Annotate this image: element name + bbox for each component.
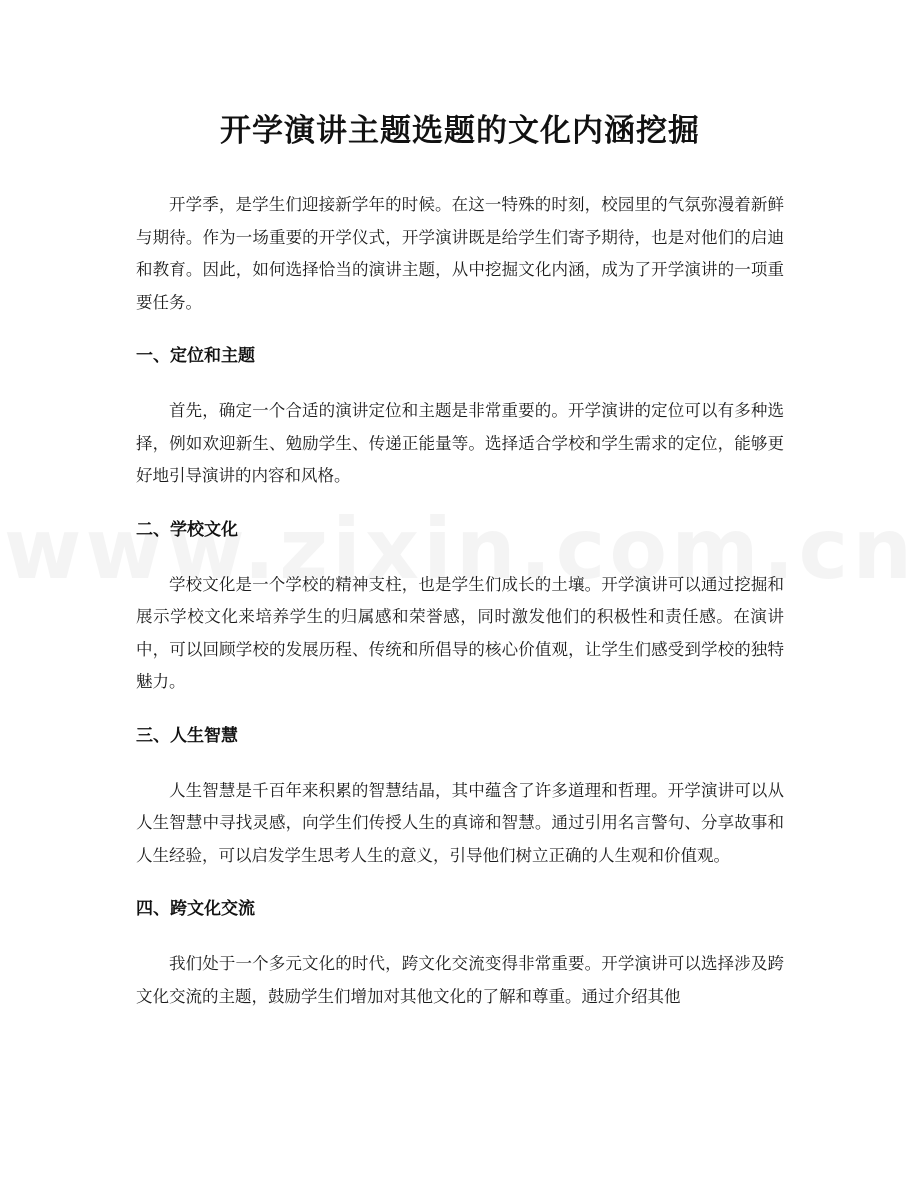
section-heading-life-wisdom: 三、人生智慧 [136,725,238,746]
section-heading-positioning: 一、定位和主题 [136,346,255,366]
section-heading-cross-culture: 四、跨文化交流 [136,899,255,919]
document-content [136,108,784,1013]
intro-paragraph: 开学季，是学生们迎接新学年的时候。在这一特殊的时刻，校园里的气氛弥漫着新鲜与期待。作为一场重要的开学仪式，开学演讲既是给学生们寄予期待，也是对他们的启迪和教育。因此，如何选择恰当的演讲主题，从中挖掘文化内涵，成为了开学演讲的一项重要任务。 [136,195,784,312]
document-title: 开学演讲主题选题的文化内涵挖掘 [220,113,700,149]
section-body-school-culture: 学校文化是一个学校的精神支柱，也是学生们成长的土壤。开学演讲可以通过挖掘和展示学校文化来培养学生的归属感和荣誉感，同时激发他们的积极性和责任感。在演讲中，可以回顾学校的发展历程、传统和所倡导的核心价值观，让学生们感受到学校的独特魅力。 [136,574,784,691]
section-heading-school-culture: 二、学校文化 [136,519,238,540]
section-body-positioning: 首先，确定一个合适的演讲定位和主题是非常重要的。开学演讲的定位可以有多种选择，例如欢迎新生、勉励学生、传递正能量等。选择适合学校和学生需求的定位，能够更好地引导演讲的内容和风格。 [136,401,784,485]
section-body-cross-culture: 我们处于一个多元文化的时代，跨文化交流变得非常重要。开学演讲可以选择涉及跨文化交流的主题，鼓励学生们增加对其他文化的了解和尊重。通过介绍其他 [136,954,784,1006]
section-body-life-wisdom: 人生智慧是千百年来积累的智慧结晶，其中蕴含了许多道理和哲理。开学演讲可以从人生智慧中寻找灵感，向学生们传授人生的真谛和智慧。通过引用名言警句、分享故事和人生经验，可以启发学生思考人生的意义，引导他们树立正确的人生观和价值观。 [136,780,784,865]
